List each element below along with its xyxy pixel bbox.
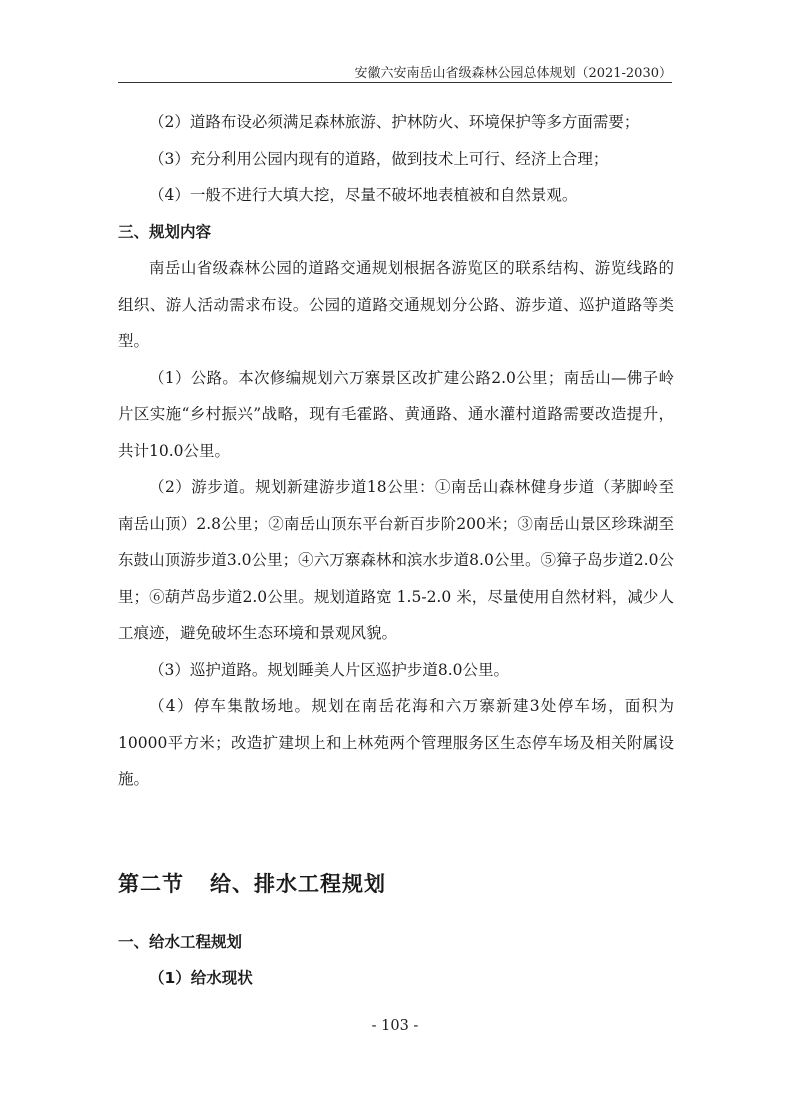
subheading-content: 三、规划内容 — [118, 222, 212, 241]
paragraph: 南岳山省级森林公园的道路交通规划根据各游览区的联系结构、游览线路的组织、游人活动需求布设。公园的道路交通规划分公路、游步道、巡护道路等类型。 — [118, 259, 674, 350]
page-number: - 103 - — [371, 1018, 419, 1034]
paragraph: （4）停车集散场地。规划在南岳花海和六万寨新建3处停车场，面积为10000平方米；改造扩建坝上和上林苑两个管理服务区生态停车场及相关附属设施。 — [118, 697, 674, 788]
paragraph: （3）巡护道路。规划睡美人片区巡护步道8.0公里。 — [149, 660, 510, 679]
header-divider — [118, 82, 672, 83]
paragraph: （1）公路。本次修编规划六万寨景区改扩建公路2.0公里；南岳山—佛子岭片区实施“乡村振兴”战略，现有毛霍路、黄通路、通水灌村道路需要改造提升，共计10.0公里。 — [118, 368, 674, 460]
section-title: 给、排水工程规划 — [210, 872, 386, 896]
paragraph: （3）充分利用公园内现有的道路，做到技术上可行、经济上合理； — [149, 149, 609, 168]
paragraph: （2）游步道。规划新建游步道18公里：①南岳山森林健身步道（茅脚岭至南岳山顶）2.8公里；②南岳山顶东平台新百步阶200米；③南岳山景区珍珠湖至东鼓山顶游步道3.0公里；④六万寨森林和滨水步道8.0公里。⑤獐子岛步道2.0公里；⑥葫芦岛步道2.0公里。规划道路宽 1.5-2.0 米，尽量使用自然材料，减少人工痕迹，避免破坏生态环境和景观风貌。 — [118, 478, 674, 642]
subsection-heading: 一、给水工程规划 — [118, 933, 243, 951]
subsubsection-heading: （1）给水现状 — [149, 969, 253, 987]
paragraph: （4）一般不进行大填大挖，尽量不破坏地表植被和自然景观。 — [149, 186, 578, 204]
paragraph: （2）道路布设必须满足森林旅游、护林防火、环境保护等多方面需要； — [149, 113, 640, 131]
page-body — [118, 104, 674, 798]
running-header: 安徽六安南岳山省级森林公园总体规划（2021-2030） — [354, 66, 672, 81]
section-heading — [118, 868, 386, 898]
section-number: 第二节 — [118, 872, 184, 896]
